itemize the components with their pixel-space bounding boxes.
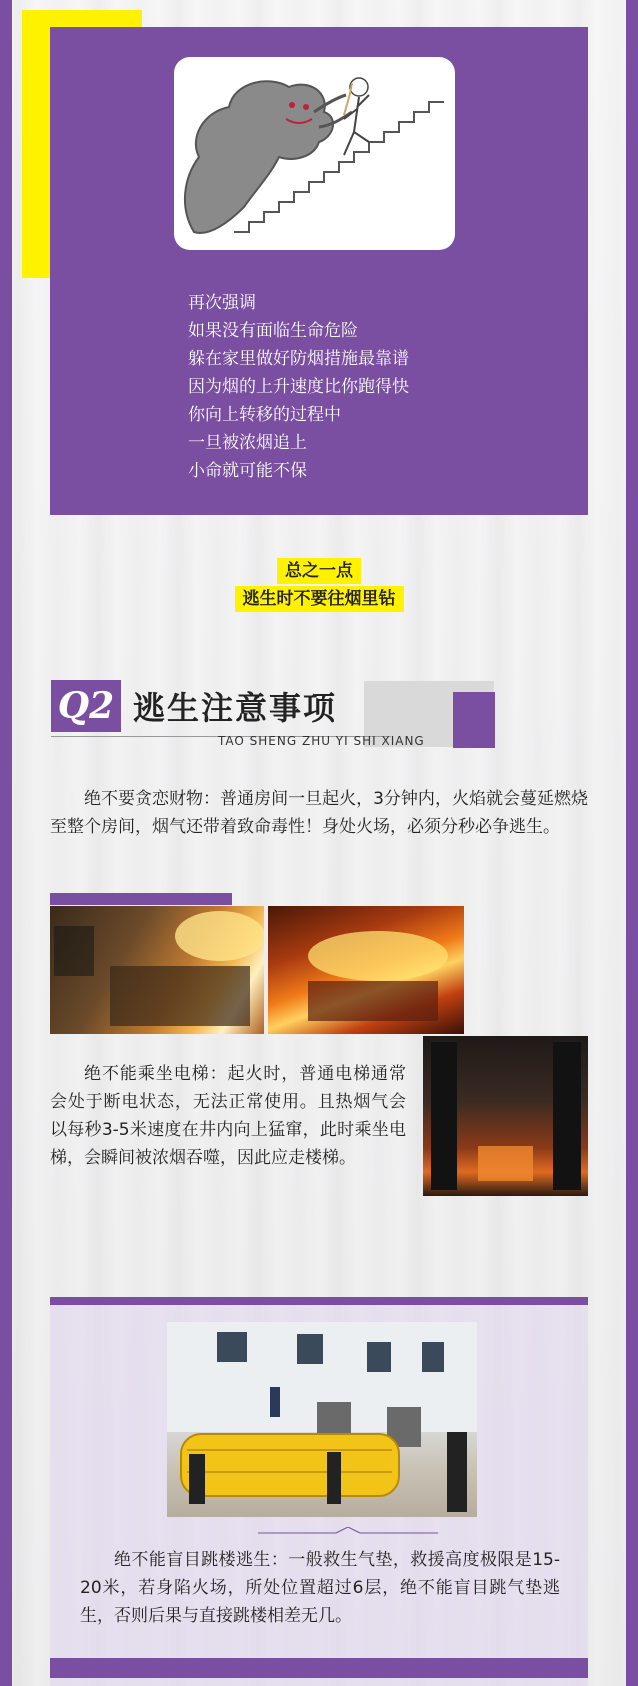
panel-bottom-strip — [50, 1658, 588, 1678]
left-border — [0, 0, 12, 1686]
stress-line: 躲在家里做好防烟措施最靠谱 — [188, 349, 409, 369]
stress-line: 因为烟的上升速度比你跑得快 — [188, 377, 409, 397]
summary-line-2: 逃生时不要往烟里钻 — [235, 586, 404, 612]
header-purple-block — [453, 692, 495, 748]
section-pinyin: TAO SHENG ZHU YI SHI XIANG — [218, 734, 425, 748]
stress-card — [50, 27, 588, 515]
divider-ornament — [258, 1527, 438, 1539]
stress-line: 小命就可能不保 — [188, 461, 307, 481]
stress-line: 一旦被浓烟追上 — [188, 433, 307, 453]
stress-line: 如果没有面临生命危险 — [188, 321, 358, 341]
stress-line: 你向上转移的过程中 — [188, 405, 341, 425]
right-border — [626, 0, 638, 1686]
summary-line-1: 总之一点 — [277, 558, 361, 584]
elevator-fire-photo — [423, 1036, 588, 1196]
panel-top-strip — [50, 1297, 588, 1305]
purple-strip — [50, 893, 232, 905]
stress-line: 再次强调 — [188, 293, 256, 313]
paragraph-jump: 绝不能盲目跳楼逃生：一般救生气垫，救援高度极限是15-20米，若身陷火场，所处位置超过6层，绝不能盲目跳气垫逃生，否则后果与直接跳楼相差无几。 — [80, 1550, 560, 1626]
smoke-chase-illustration — [174, 57, 455, 250]
paragraph-valuables: 绝不要贪恋财物：普通房间一旦起火，3分钟内，火焰就会蔓延燃烧至整个房间，烟气还带着致命毒性！身处火场，必须分秒必争逃生。 — [50, 789, 588, 837]
stress-text-block — [188, 289, 409, 485]
kitchen-fire-photo — [50, 906, 264, 1034]
summary — [0, 558, 638, 614]
room-fire-photo — [268, 906, 464, 1034]
paragraph-elevator: 绝不能乘坐电梯：起火时，普通电梯通常会处于断电状态，无法正常使用。且热烟气会以每秒3-5米速度在井内向上猛窜，此时乘坐电梯，会瞬间被浓烟吞噬，因此应走楼梯。 — [50, 1064, 406, 1168]
section-title: 逃生注意事项 — [133, 689, 338, 727]
rescue-air-cushion-photo — [167, 1322, 477, 1517]
q2-badge: Q2 — [51, 680, 121, 732]
